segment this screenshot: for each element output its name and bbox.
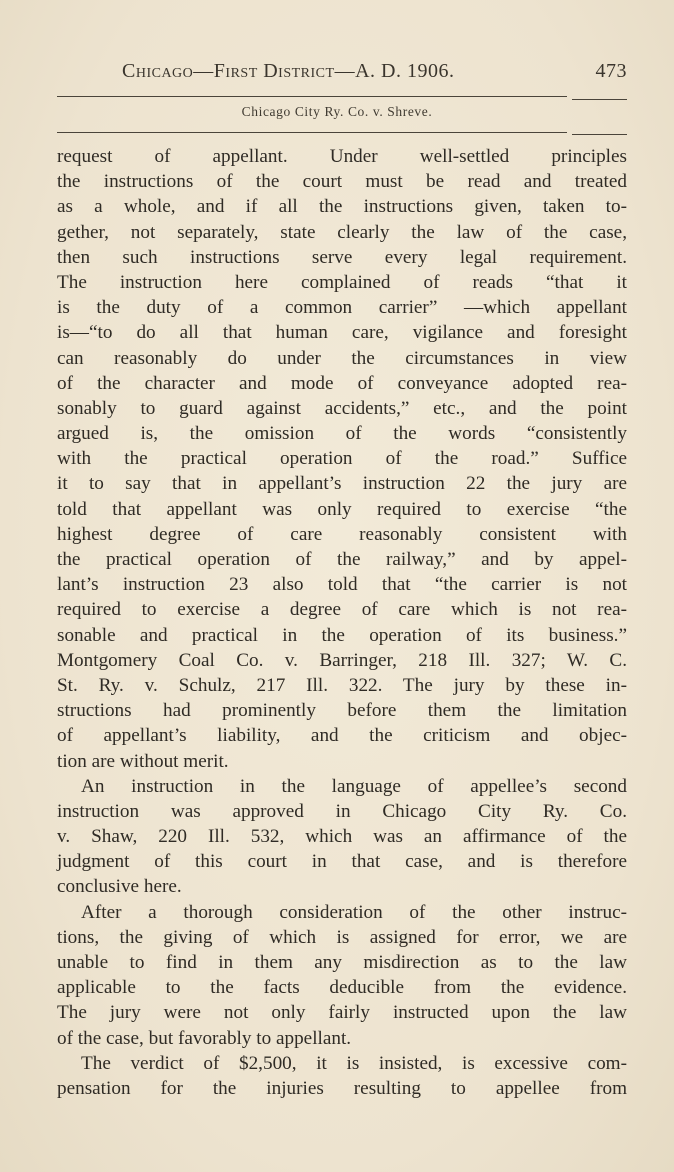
text-line: gether, not separately, state clearly the law of the case,	[57, 221, 627, 243]
text-line: as a whole, and if all the instructions given, taken to-	[57, 196, 627, 218]
text-line: highest degree of care reasonably consistent with	[57, 523, 627, 545]
text-line: structions had prominently before them the limitation	[57, 700, 627, 722]
page-number: 473	[595, 60, 627, 82]
paragraph-first-line: An instruction in the language of appellee’s second	[81, 775, 627, 797]
text-line: of the case, but favorably to appellant.	[57, 1027, 352, 1049]
text-line: tion are without merit.	[57, 750, 229, 772]
text-line: St. Ry. v. Schulz, 217 Ill. 322. The jury by these in-	[57, 674, 627, 696]
text-line: pensation for the injuries resulting to appellee from	[57, 1077, 627, 1099]
header-rule-top-short	[572, 99, 627, 100]
text-line: sonably to guard against accidents,” etc., and the point	[57, 397, 627, 419]
text-line: of the character and mode of conveyance adopted rea-	[57, 372, 627, 394]
text-line: v. Shaw, 220 Ill. 532, which was an affirmance of the	[57, 826, 627, 848]
case-caption: Chicago City Ry. Co. v. Shreve.	[241, 104, 433, 119]
text-line: The jury were not only fairly instructed upon the law	[57, 1002, 627, 1024]
text-line: request of appellant. Under well-settled principles	[57, 146, 627, 167]
text-line: with the practical operation of the road.” Suffice	[57, 448, 627, 470]
text-line: The instruction here complained of reads “that it	[57, 271, 627, 293]
running-title: Chicago—First District—A. D. 1906.	[122, 60, 455, 82]
text-line: required to exercise a degree of care which is not rea-	[57, 599, 627, 621]
text-line: the practical operation of the railway,” and by appel-	[57, 549, 627, 570]
text-line: Montgomery Coal Co. v. Barringer, 218 Ill. 327; W. C.	[57, 649, 627, 671]
paragraph-first-line: After a thorough consideration of the other instruc-	[81, 901, 627, 923]
header-rule-bottom-short	[572, 134, 627, 135]
paragraph-first-line: The verdict of $2,500, it is insisted, is excessive com-	[81, 1052, 627, 1074]
text-line: lant’s instruction 23 also told that “the carrier is not	[57, 574, 627, 596]
text-line: argued is, the omission of the words “consistently	[57, 423, 627, 445]
header-rule-bottom	[57, 132, 567, 133]
text-line: conclusive here.	[57, 876, 182, 898]
text-line: judgment of this court in that case, and is therefore	[57, 851, 627, 873]
text-line: is—“to do all that human care, vigilance and foresight	[57, 322, 627, 344]
text-line: sonable and practical in the operation of its business.”	[57, 624, 627, 646]
text-line: the instructions of the court must be read and treated	[57, 171, 627, 193]
text-line: unable to find in them any misdirection as to the law	[57, 952, 627, 973]
text-line: then such instructions serve every legal requirement.	[57, 246, 627, 268]
text-line: it to say that in appellant’s instruction 22 the jury are	[57, 473, 627, 495]
text-line: instruction was approved in Chicago City Ry. Co.	[57, 800, 627, 822]
body-text	[57, 144, 627, 1101]
text-line: can reasonably do under the circumstances in view	[57, 347, 627, 369]
header-rule-top	[57, 96, 567, 97]
text-line: tions, the giving of which is assigned for error, we are	[57, 926, 627, 948]
text-line: is the duty of a common carrier” —which appellant	[57, 297, 627, 319]
text-line: told that appellant was only required to exercise “the	[57, 498, 627, 520]
text-line: of appellant’s liability, and the criticism and objec-	[57, 725, 627, 747]
text-line: applicable to the facts deducible from the evidence.	[57, 977, 627, 999]
